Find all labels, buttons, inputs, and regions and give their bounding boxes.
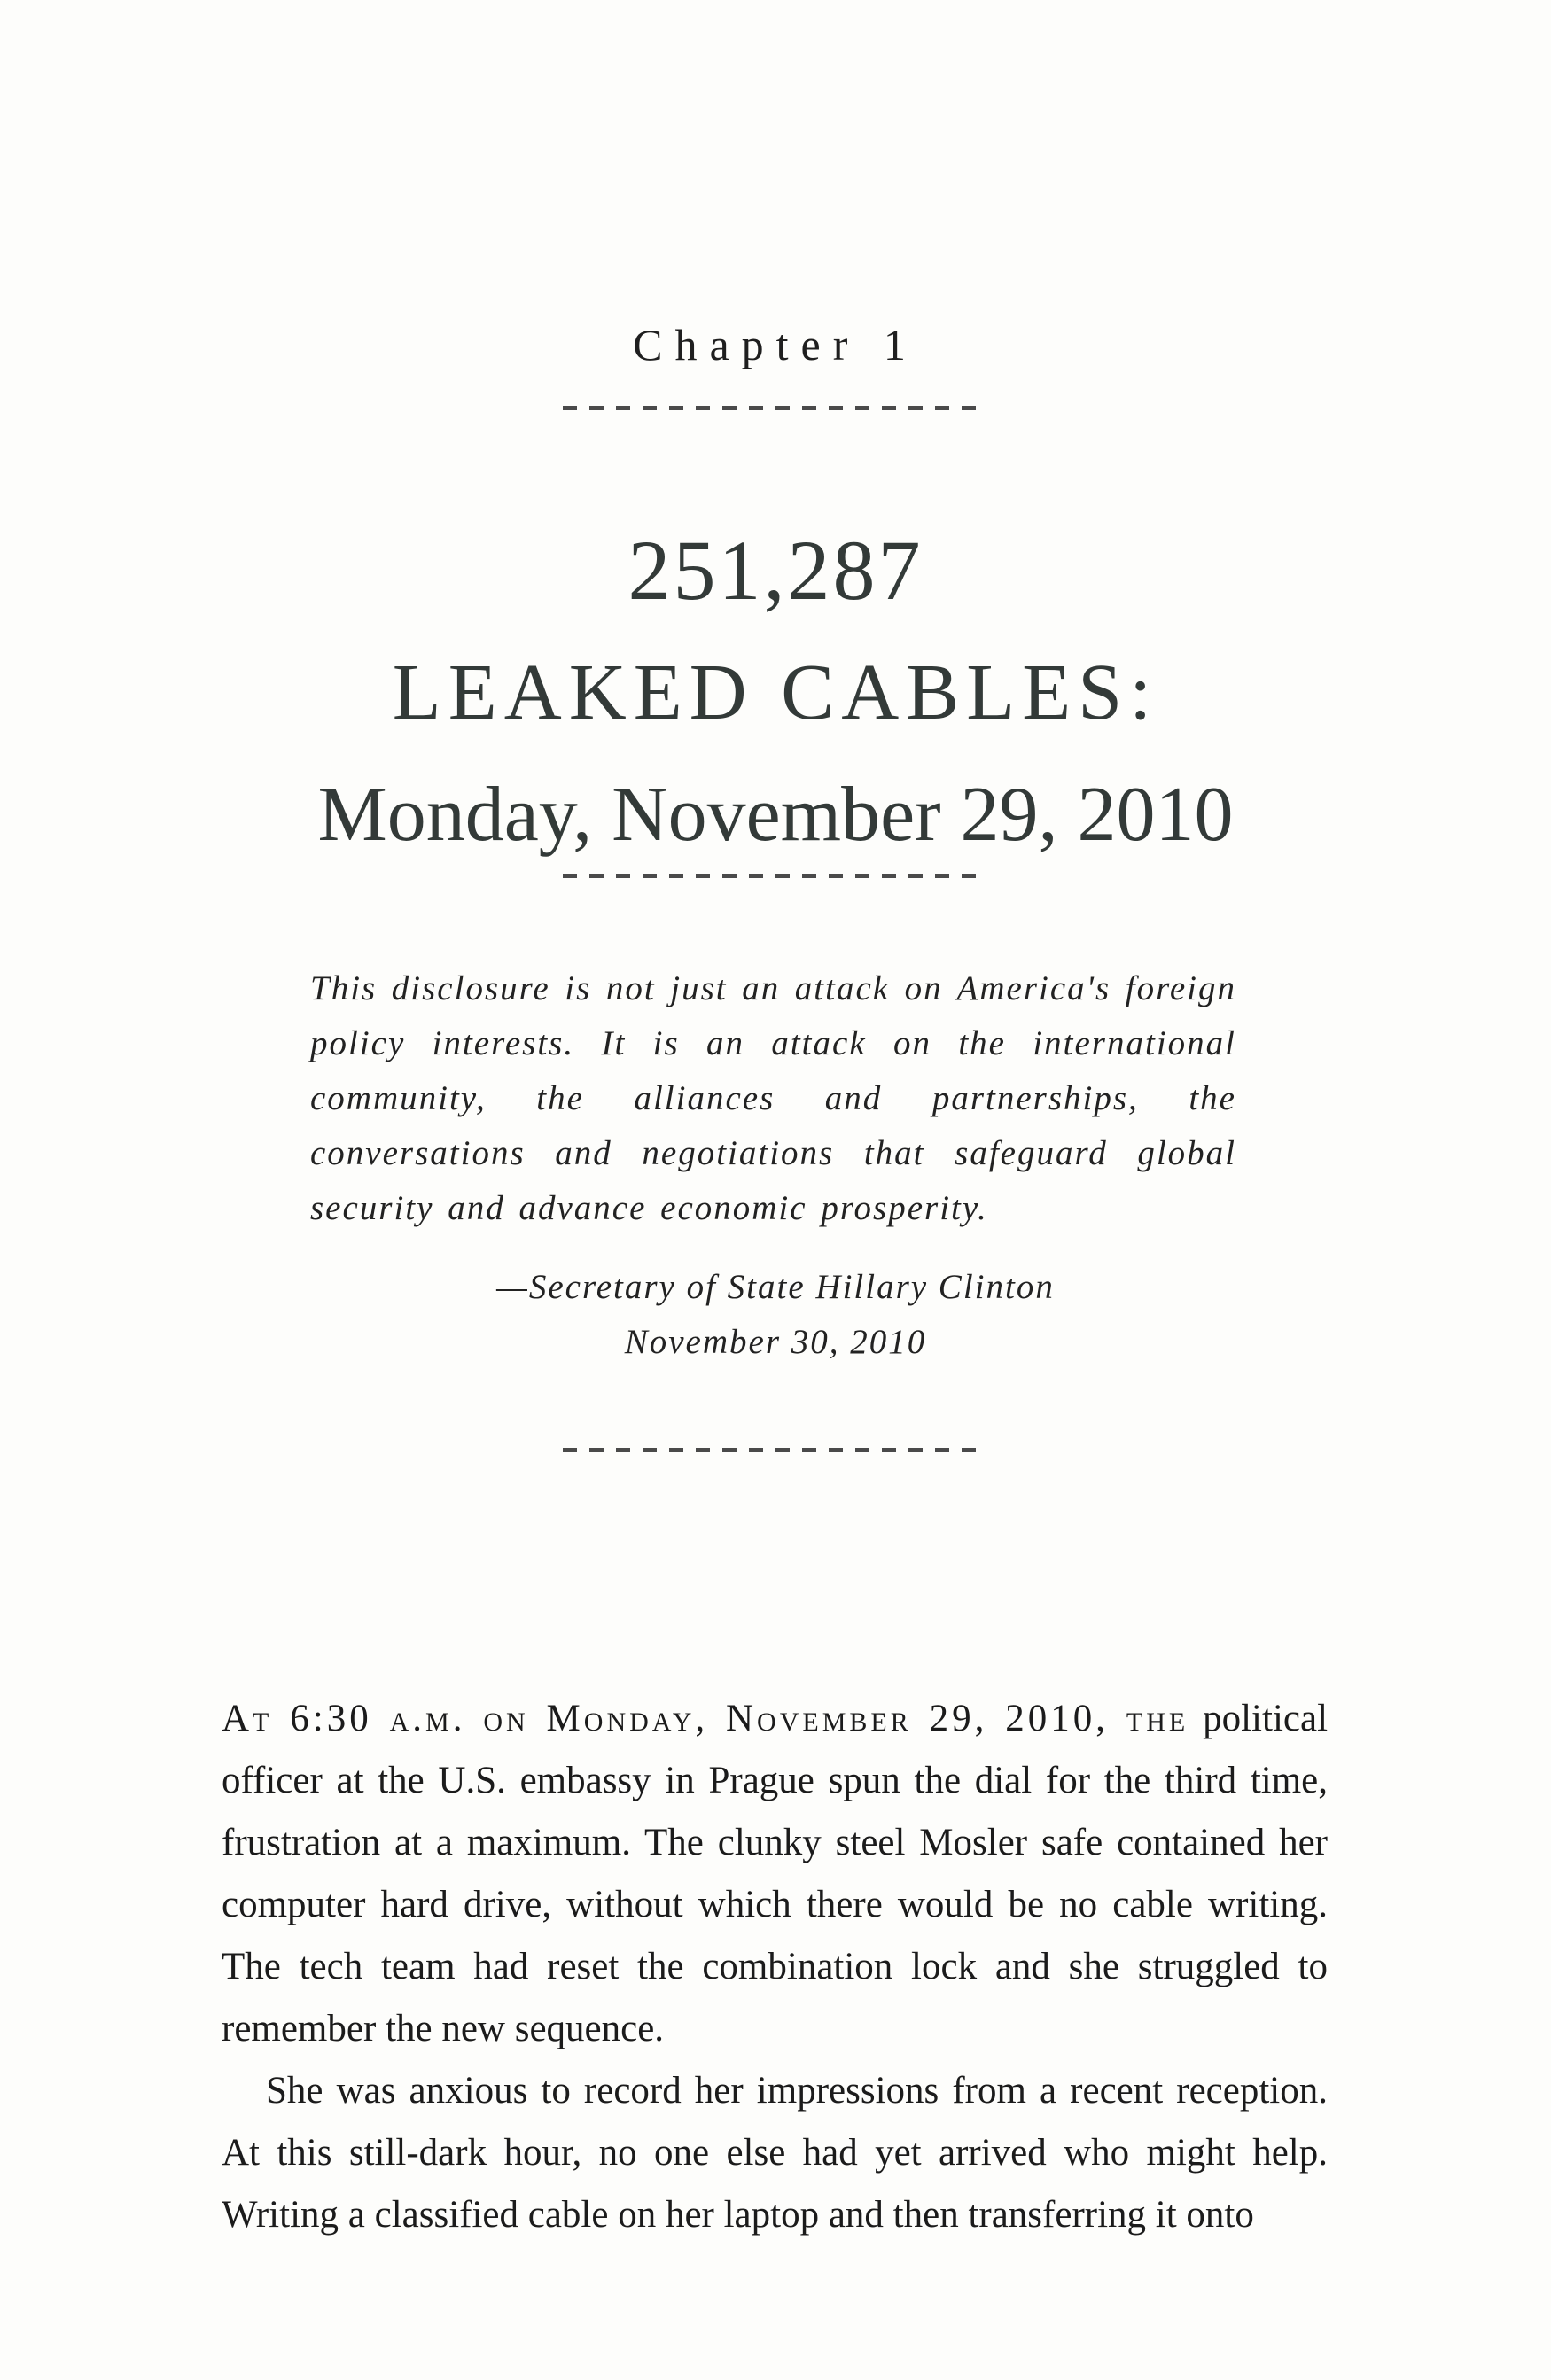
chapter-title	[0, 509, 1551, 876]
paragraph-1	[222, 1688, 1328, 2060]
dashed-divider-bottom	[563, 1448, 988, 1452]
title-main: LEAKED CABLES:	[392, 649, 1159, 736]
body-text	[222, 1688, 1328, 2246]
paragraph-lead-in: At 6:30 a.m. on Monday, November 29, 2010, the	[222, 1698, 1189, 1739]
epigraph-attribution-block	[0, 1260, 1551, 1370]
paragraph-2: She was anxious to record her impressions from a recent reception. At this still-dark hour, no one else had yet arrived who might help. Writing a classified cable on her laptop and then transferring it onto	[222, 2070, 1328, 2236]
epigraph-quote: This disclosure is not just an attack on America's foreign policy interests. It is an attack on the international community, the alliances and partnerships, the conversations and negotiations that safeguard global security and advance economic prosperity.	[310, 969, 1236, 1227]
epigraph-date: November 30, 2010	[624, 1323, 927, 1361]
title-number: 251,287	[627, 523, 924, 618]
epigraph-attribution: —Secretary of State Hillary Clinton	[496, 1268, 1055, 1306]
paragraph-1-text: political officer at the U.S. embassy in Prague spun the dial for the third time, frustration at a maximum. The clunky steel Mosler safe contained her computer hard drive, without which there would be no cable writing. The tech team had reset the combination lock and she struggled to remember the new sequence.	[222, 1698, 1329, 2049]
dashed-divider-middle	[563, 874, 988, 878]
chapter-label: Chapter 1	[633, 320, 918, 369]
title-date: Monday, November 29, 2010	[317, 772, 1234, 858]
dashed-divider-top	[563, 406, 988, 410]
